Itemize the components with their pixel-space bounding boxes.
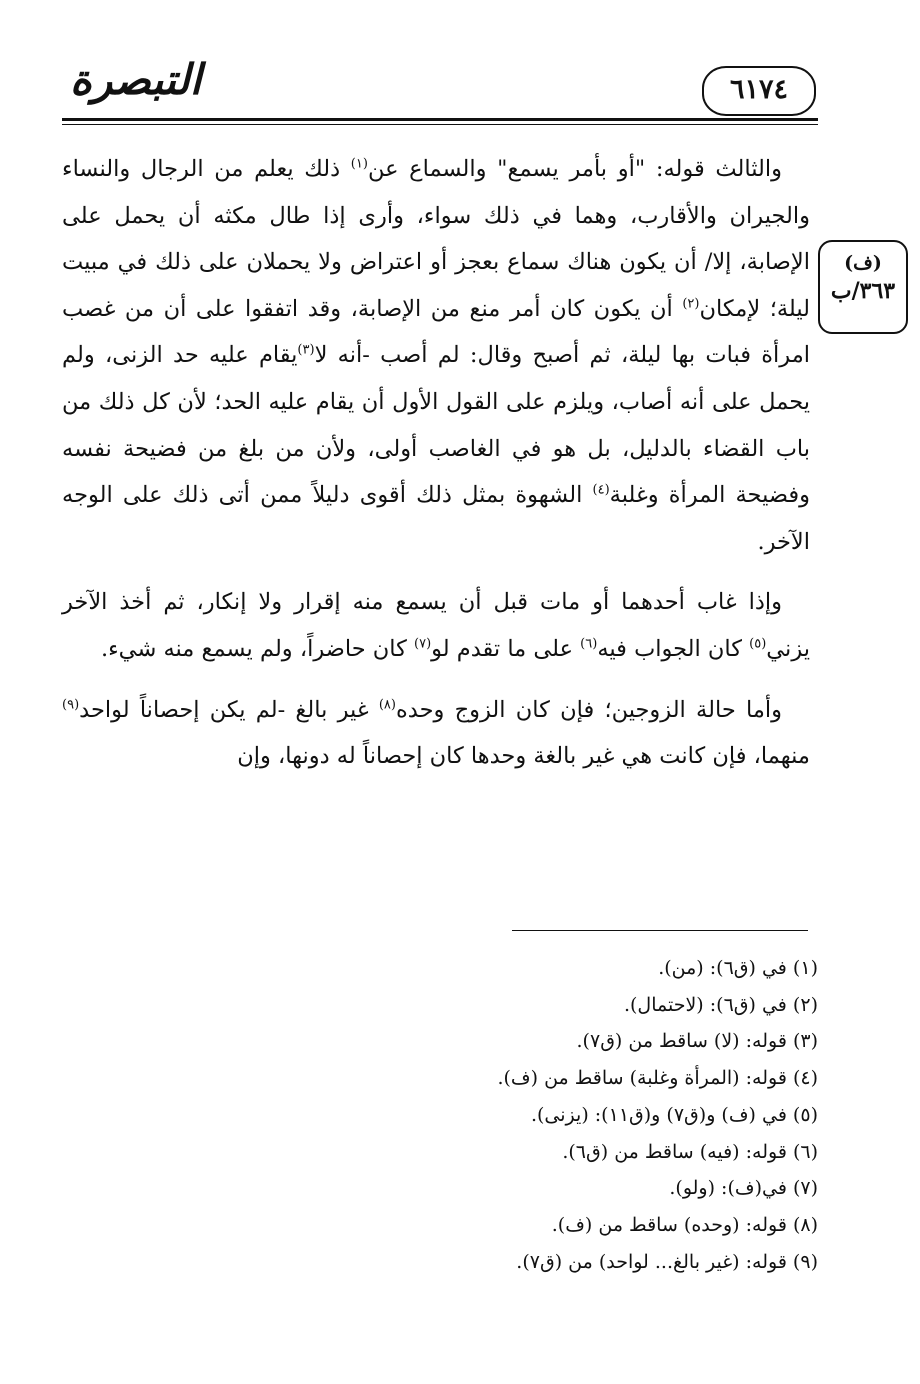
page-number: ٦١٧٤ <box>702 66 816 116</box>
footnote-marker: (٦) <box>580 636 598 652</box>
footnote-marker: (٥) <box>749 636 767 652</box>
text-segment: كان الجواب فيه <box>597 635 750 662</box>
main-text <box>62 146 810 780</box>
text-segment: الشهوة بمثل ذلك أقوى دليلاً ممن أتى ذلك على الوجه الآخر. <box>62 482 810 555</box>
footnote: (٨) قوله: (وحده) ساقط من (ف). <box>551 1213 818 1236</box>
footnote: (٣) قوله: (لا) ساقط من (ق٧). <box>576 1030 818 1053</box>
footnote: (٤) قوله: (المرأة وغلبة) ساقط من (ف). <box>497 1067 818 1090</box>
text-segment: على ما تقدم لو <box>431 635 581 662</box>
text-segment: والثالث قوله: "أو بأمر يسمع" والسماع عن <box>367 156 782 182</box>
text-segment: ذلك يعلم من الرجال والنساء والجيران والأقارب، وهما في ذلك سواء، وأرى إذا طال مكثه أن يحمل على الإصابة، إلا/ أن يكون هناك سماع بعجز أو اعتراض ولا يحملان على ذلك في مبيت ليلة؛ لإمكان <box>62 156 811 322</box>
header-rule-thin <box>62 124 818 125</box>
text-segment: وأما حالة الزوجين؛ فإن كان الزوج وحده <box>395 696 782 723</box>
footnote-marker: (١) <box>350 156 368 172</box>
book-title: التبصرة <box>70 55 202 104</box>
header-rule <box>62 118 818 121</box>
footnote-marker: (٨) <box>378 697 396 713</box>
text-segment: وإذا غاب أحدهما أو مات قبل أن يسمع منه إقرار ولا إنكار، ثم أخذ الآخر يزني <box>62 589 810 662</box>
footnotes-list <box>62 950 818 1280</box>
footnote-marker: (٣) <box>297 342 315 358</box>
text-segment: أن يكون كان أمر منع من الإصابة، وقد اتفقوا على أن من غصب امرأة فبات بها ليلة، ثم أصبح وقال: لم أصب -أنه لا <box>62 295 811 369</box>
footnote-marker: (٤) <box>592 482 610 498</box>
text-segment: يقام عليه حد الزنى، ولم يحمل على أنه أصاب، ويلزم على القول الأول أن يقام عليه الحد؛ لأن كل ذلك من باب القضاء بالدليل، بل هو في الغاصب أولى، ولأن من بلغ من فضيحة نفسه وفضيحة المرأة وغلبة <box>62 342 810 509</box>
footnote-separator <box>512 930 808 931</box>
footnote: (٧) في(ف): (ولو). <box>669 1177 818 1200</box>
footnote-marker: (٩) <box>62 697 80 713</box>
page-header <box>62 48 818 130</box>
paragraph <box>62 146 810 565</box>
footnote-marker: (٧) <box>414 636 432 652</box>
footnote-marker: (٢) <box>682 296 700 312</box>
margin-note-siglum: (ف) <box>844 252 882 274</box>
footnote: (٦) قوله: (فيه) ساقط من (ق٦). <box>562 1140 818 1163</box>
footnote: (٢) في (ق٦): (لاحتمال). <box>623 993 818 1016</box>
footnote: (٩) قوله: (غير بالغ... لواحد) من (ق٧). <box>516 1250 818 1273</box>
text-segment: منهما، فإن كانت هي غير بالغة وحدها كان إحصاناً له دونها، وإن <box>237 743 810 770</box>
margin-note-folio: ٣٦٣/ب <box>830 278 896 304</box>
text-segment: غير بالغ -لم يكن إحصاناً لواحد <box>79 696 379 723</box>
text-segment: كان حاضراً، ولم يسمع منه شيء. <box>100 635 415 662</box>
footnote: (١) في (ق٦): (من). <box>658 957 818 979</box>
margin-manuscript-reference <box>818 240 908 334</box>
paragraph <box>62 579 810 672</box>
paragraph <box>62 687 810 780</box>
footnote: (٥) في (ف) و(ق٧) و(ق١١): (يزنى). <box>530 1103 818 1126</box>
